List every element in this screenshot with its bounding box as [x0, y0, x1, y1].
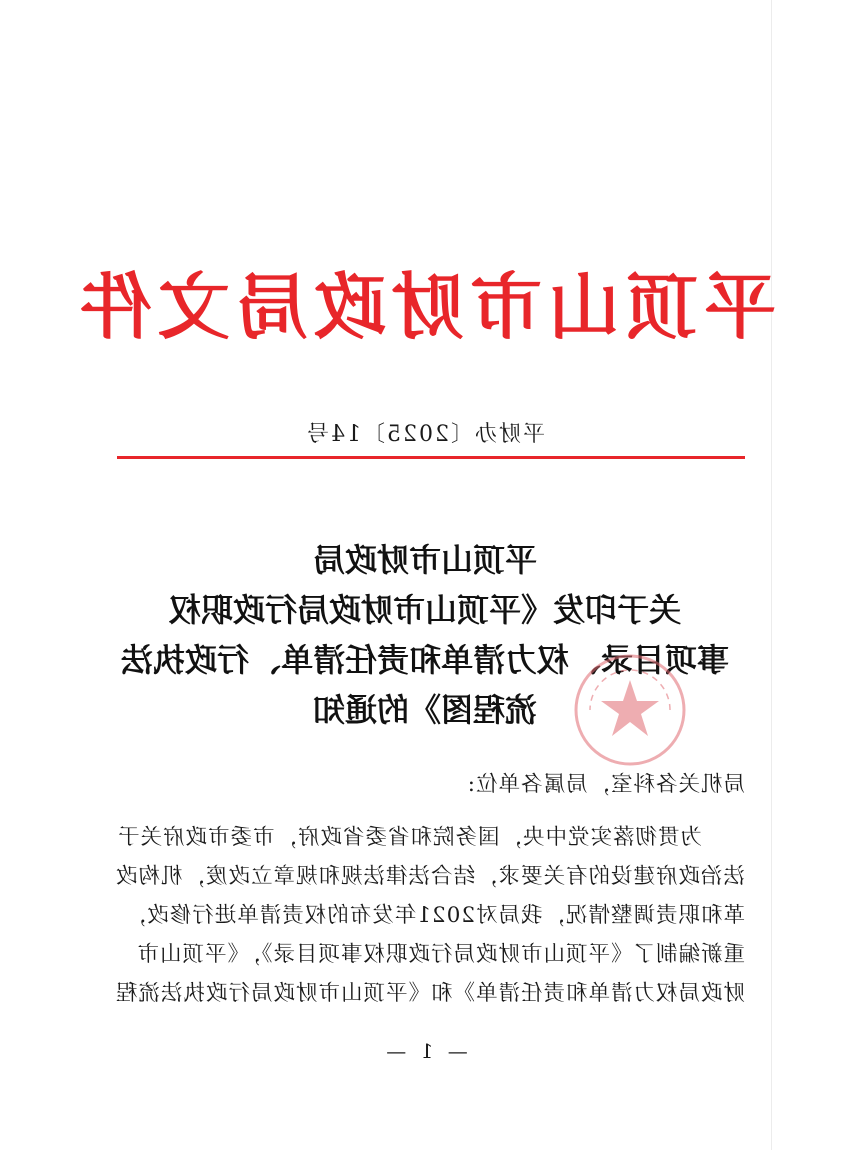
- salutation: 局机关各科室，局属各单位:: [466, 772, 745, 797]
- notice-title: [0, 535, 850, 735]
- body-line: 财政局权力清单和责任清单》和《平顶山市财政局行政执法流程: [114, 981, 745, 1006]
- body-line: 革和职责调整情况，我局对2021年发布的权责清单进行修改，: [123, 903, 745, 928]
- notice-body: [105, 765, 745, 1013]
- page-number: — 1 —: [382, 1039, 468, 1063]
- red-divider-line: [117, 456, 745, 459]
- body-line: 法治政府建设的有关要求，结合法律法规和规章立改废，机构改: [114, 864, 745, 889]
- notice-title-line: 事项目录、权力清单和责任清单、行政执法: [121, 641, 730, 679]
- body-line: 重新编制了《平顶山市财政局行政职权事项目录》，《平顶山市: [136, 942, 745, 967]
- document-number: 平财办〔2025〕14号: [305, 422, 545, 447]
- notice-title-line: 平顶山市财政局: [313, 541, 538, 579]
- notice-title-line: 流程图》的通知: [313, 691, 538, 729]
- official-seal-icon: [570, 650, 690, 770]
- notice-title-line: 关于印发《平顶山市财政局行政职权: [169, 591, 682, 629]
- agency-header-title: 平顶山市财政局文件: [74, 264, 777, 349]
- body-line: 为贯彻落实党中央，国务院和省委省政府，市委市政府关于: [116, 825, 702, 850]
